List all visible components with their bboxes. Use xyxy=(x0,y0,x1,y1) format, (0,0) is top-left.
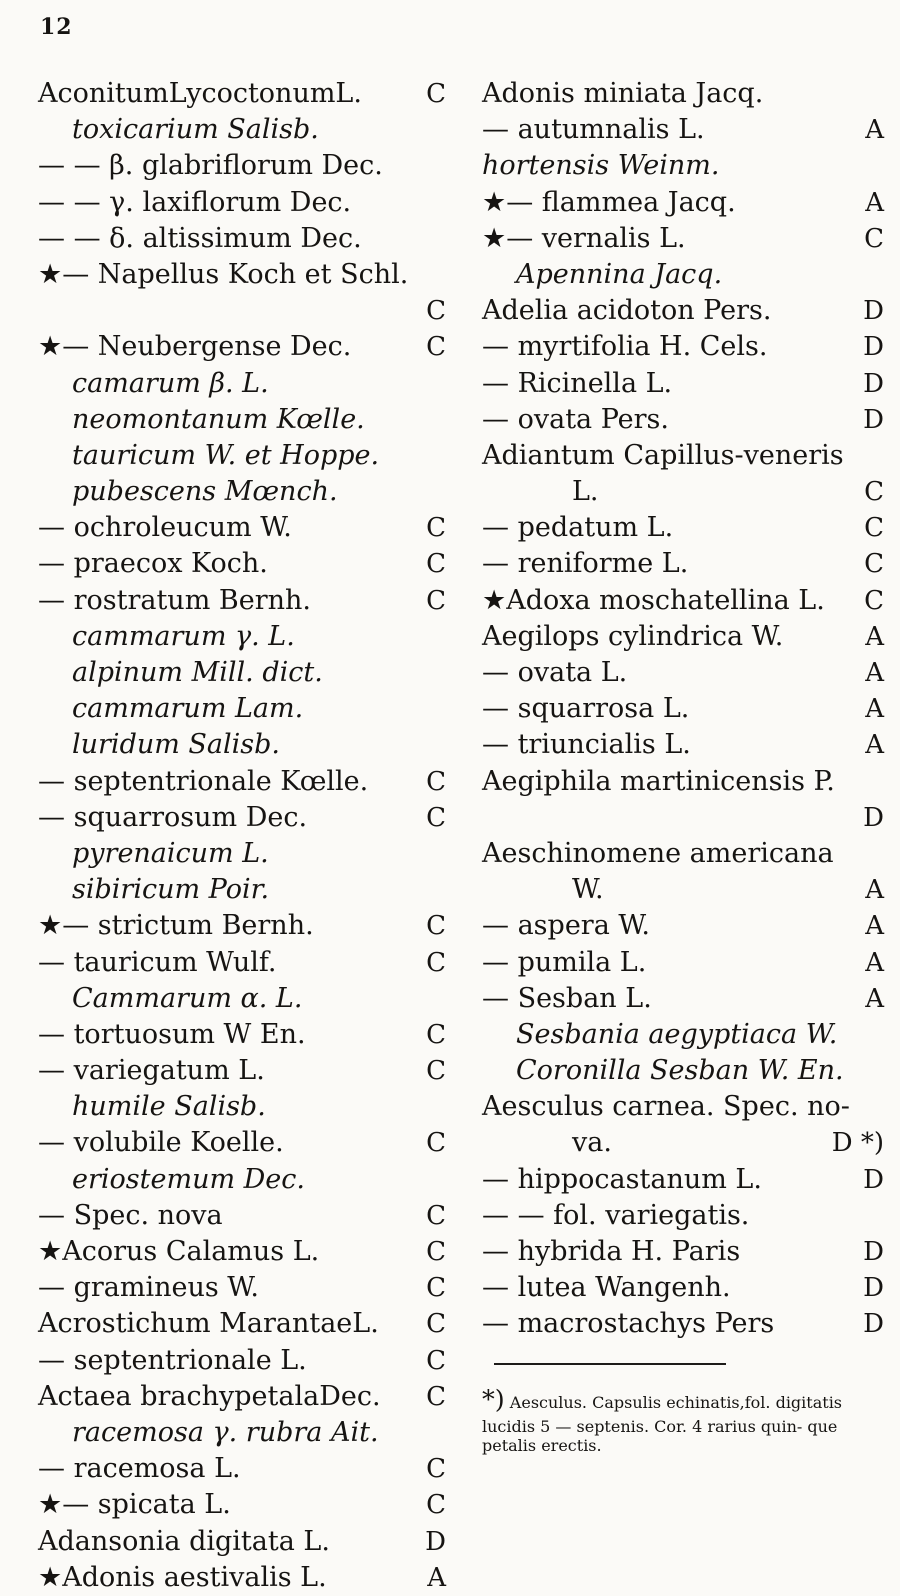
index-entry xyxy=(38,366,448,402)
index-entry xyxy=(38,836,448,872)
entry-code: C xyxy=(426,1056,446,1087)
entry-text: cammarum Lam. xyxy=(72,693,304,725)
entry-text: — racemosa L. xyxy=(38,1453,241,1485)
index-entry xyxy=(482,872,886,908)
entry-code: A xyxy=(865,115,884,146)
index-entry xyxy=(482,257,886,293)
index-entry xyxy=(482,836,886,872)
entry-code: C xyxy=(426,296,446,327)
entry-code: C xyxy=(426,947,446,978)
entry-text: AconitumLycoctonumL. xyxy=(38,78,362,109)
entry-text: — volubile Koelle. xyxy=(38,1127,284,1159)
entry-text: L. xyxy=(572,476,599,508)
index-entry xyxy=(482,1306,886,1342)
entry-text: Apennina Jacq. xyxy=(516,258,723,290)
index-entry xyxy=(38,1560,448,1596)
index-entry xyxy=(38,1415,448,1451)
entry-text: Aeschinomene americana xyxy=(482,837,834,869)
entry-text: Adelia acidoton Pers. xyxy=(482,295,772,327)
entry-text: W. xyxy=(572,874,604,906)
entry-code: A xyxy=(865,730,884,761)
entry-code: C xyxy=(426,1273,446,1304)
index-entry xyxy=(482,293,886,329)
index-entry xyxy=(38,185,448,221)
entry-code: C xyxy=(864,549,884,580)
index-entry xyxy=(38,402,448,438)
index-entry xyxy=(482,981,886,1017)
entry-text: — hybrida H. Paris xyxy=(482,1236,741,1267)
entry-code: A xyxy=(865,947,884,978)
entry-code: D xyxy=(863,1309,884,1340)
entry-text: — lutea Wangenh. xyxy=(482,1272,731,1304)
index-entry xyxy=(38,800,448,836)
entry-text: ★— flammea Jacq. xyxy=(482,186,736,218)
entry-code: D xyxy=(863,1164,884,1195)
index-entry xyxy=(482,945,886,981)
entry-code: A xyxy=(865,187,884,218)
entry-text: — — δ. altissimum Dec. xyxy=(38,222,362,254)
index-entry xyxy=(38,908,448,944)
entry-text: alpinum Mill. dict. xyxy=(72,657,323,688)
footnote xyxy=(482,1383,886,1456)
index-entry xyxy=(482,221,886,257)
entry-text: — ovata L. xyxy=(482,657,628,688)
entry-code: D xyxy=(863,368,884,399)
index-entry xyxy=(482,148,886,184)
entry-code: C xyxy=(426,1309,446,1340)
entry-code: C xyxy=(426,1200,446,1231)
entry-text: — gramineus W. xyxy=(38,1272,259,1304)
entry-text: Aegiphila martinicensis P. xyxy=(482,765,835,797)
entry-text: pubescens Mœnch. xyxy=(72,476,338,508)
entry-text: Aesculus carnea. Spec. no- xyxy=(482,1091,850,1123)
entry-code: D xyxy=(863,1273,884,1304)
index-entry xyxy=(38,1053,448,1089)
index-entry xyxy=(482,1162,886,1198)
index-entry xyxy=(38,257,448,293)
index-entry xyxy=(482,510,886,546)
entry-text: tauricum W. et Hoppe. xyxy=(72,439,380,471)
index-entry xyxy=(482,402,886,438)
index-entry xyxy=(38,1524,448,1560)
index-entry xyxy=(38,981,448,1017)
left-column xyxy=(38,76,448,1596)
index-entry xyxy=(38,1162,448,1198)
index-entry xyxy=(482,1089,886,1125)
entry-text: — — fol. variegatis. xyxy=(482,1199,750,1231)
entry-code: D *) xyxy=(831,1128,884,1159)
entry-text: — Sesban L. xyxy=(482,982,652,1014)
entry-text: ★Adoxa moschatellina L. xyxy=(482,584,825,616)
entry-text: — — γ. laxiflorum Dec. xyxy=(38,186,352,218)
index-entry xyxy=(482,1125,886,1161)
page-number: 12 xyxy=(40,14,73,40)
index-entry xyxy=(482,727,886,763)
entry-code: A xyxy=(865,911,884,942)
entry-text: — ochroleucum W. xyxy=(38,512,292,544)
entry-text: eriostemum Dec. xyxy=(72,1163,305,1195)
entry-code: A xyxy=(865,875,884,906)
entry-text: — squarrosa L. xyxy=(482,693,690,725)
entry-code: C xyxy=(426,513,446,544)
entry-code: A xyxy=(865,694,884,725)
index-entry xyxy=(38,112,448,148)
entry-code: C xyxy=(426,79,446,109)
entry-text: — myrtifolia H. Cels. xyxy=(482,331,768,363)
index-entry xyxy=(482,329,886,365)
entry-text: humile Salisb. xyxy=(72,1091,266,1123)
index-entry xyxy=(38,945,448,981)
entry-text: Adiantum Capillus-veneris xyxy=(482,439,844,471)
index-entry xyxy=(38,655,448,691)
entry-text: va. xyxy=(572,1127,612,1159)
index-entry xyxy=(38,872,448,908)
entry-text: ★Adonis aestivalis L. xyxy=(38,1561,327,1593)
right-entries xyxy=(482,76,886,1343)
entry-text: — Spec. nova xyxy=(38,1199,223,1231)
footnote-line: lucidis 5 — septenis. xyxy=(482,1417,650,1437)
index-entry xyxy=(482,1234,886,1270)
index-entry xyxy=(38,1125,448,1161)
entry-code: A xyxy=(865,983,884,1014)
index-entry xyxy=(38,1198,448,1234)
entry-text: — septentrionale Kœlle. xyxy=(38,765,369,797)
entry-text: — variegatum L. xyxy=(38,1055,265,1087)
footnote-line: echinatis,fol. digitatis xyxy=(666,1392,843,1412)
entry-text: — ovata Pers. xyxy=(482,403,669,435)
entry-code: C xyxy=(426,766,446,797)
index-entry xyxy=(38,474,448,510)
entry-code: D xyxy=(863,332,884,363)
entry-code: C xyxy=(864,223,884,254)
index-entry xyxy=(38,438,448,474)
index-entry xyxy=(482,474,886,510)
index-entry xyxy=(482,908,886,944)
index-entry xyxy=(38,546,448,582)
index-entry xyxy=(38,221,448,257)
entry-text: Coronilla Sesban W. En. xyxy=(516,1055,844,1087)
entry-text: — squarrosum Dec. xyxy=(38,801,308,833)
entry-text: ★— spicata L. xyxy=(38,1489,231,1521)
entry-text: toxicarium Salisb. xyxy=(72,114,319,146)
entry-code: D xyxy=(863,802,884,833)
index-entry xyxy=(482,112,886,148)
entry-code: C xyxy=(426,1381,446,1412)
footnote-marker: *) xyxy=(482,1384,505,1415)
footnote-line: Aesculus. Capsulis xyxy=(509,1392,662,1412)
entry-text: Acrostichum MarantaeL. xyxy=(38,1308,379,1340)
entry-code: C xyxy=(864,513,884,544)
index-entry xyxy=(38,1379,448,1415)
index-entry xyxy=(38,1270,448,1306)
entry-text: ★— Napellus Koch et Schl. xyxy=(38,258,409,290)
index-entry xyxy=(482,691,886,727)
index-entry xyxy=(38,148,448,184)
index-entry xyxy=(482,76,886,112)
entry-text: — pedatum L. xyxy=(482,512,674,544)
index-entry xyxy=(482,438,886,474)
index-entry xyxy=(482,546,886,582)
index-entry xyxy=(482,1017,886,1053)
entry-text: ★Acorus Calamus L. xyxy=(38,1236,320,1267)
entry-text: — rostratum Bernh. xyxy=(38,584,311,616)
index-entry xyxy=(482,764,886,800)
footnote-line: Cor. 4 rarius quin- xyxy=(654,1417,803,1437)
footnote-rule xyxy=(494,1363,726,1365)
entry-code: A xyxy=(427,1562,446,1593)
index-entry xyxy=(38,1017,448,1053)
index-entry xyxy=(482,800,886,836)
footnote-line: que petalis erectis. xyxy=(482,1417,838,1456)
entry-text: Cammarum α. L. xyxy=(72,982,303,1014)
entry-text: Aegilops cylindrica W. xyxy=(482,620,784,652)
entry-text: racemosa γ. rubra Ait. xyxy=(72,1416,379,1448)
entry-text: — pumila L. xyxy=(482,946,647,978)
entry-code: C xyxy=(426,911,446,942)
right-column xyxy=(482,76,886,1455)
index-entry xyxy=(38,619,448,655)
entry-text: — macrostachys Pers xyxy=(482,1308,775,1340)
entry-text: — Ricinella L. xyxy=(482,367,673,399)
entry-text: Adonis miniata Jacq. xyxy=(482,78,764,109)
index-entry xyxy=(38,329,448,365)
entry-text: pyrenaicum L. xyxy=(72,837,269,869)
index-entry xyxy=(38,764,448,800)
entry-code: C xyxy=(426,332,446,363)
index-entry xyxy=(482,1198,886,1234)
entry-text: — triuncialis L. xyxy=(482,729,691,761)
entry-text: luridum Salisb. xyxy=(72,729,281,761)
index-entry xyxy=(38,1306,448,1342)
entry-code: D xyxy=(863,1237,884,1267)
entry-text: — reniforme L. xyxy=(482,548,689,580)
entry-code: C xyxy=(426,802,446,833)
entry-text: — — β. glabriflorum Dec. xyxy=(38,150,383,182)
index-entry xyxy=(38,691,448,727)
entry-text: hortensis Weinm. xyxy=(482,150,720,182)
index-entry xyxy=(482,619,886,655)
index-entry xyxy=(38,510,448,546)
index-entry xyxy=(482,366,886,402)
entry-text: Adansonia digitata L. xyxy=(38,1525,330,1557)
index-entry xyxy=(482,1053,886,1089)
entry-text: neomontanum Kœlle. xyxy=(72,403,365,435)
entry-code: C xyxy=(426,1237,446,1267)
entry-text: — septentrionale L. xyxy=(38,1344,307,1376)
entry-code: D xyxy=(425,1526,446,1557)
entry-text: — aspera W. xyxy=(482,910,650,942)
entry-text: Actaea brachypetalaDec. xyxy=(38,1380,381,1412)
entry-code: C xyxy=(426,1128,446,1159)
entry-code: C xyxy=(426,1454,446,1485)
entry-text: camarum β. L. xyxy=(72,367,269,399)
entry-code: C xyxy=(426,585,446,616)
entry-code: C xyxy=(864,585,884,616)
entry-text: ★— vernalis L. xyxy=(482,222,686,254)
entry-text: — praecox Koch. xyxy=(38,548,268,580)
entry-text: — tortuosum W En. xyxy=(38,1018,306,1050)
entry-code: C xyxy=(426,1019,446,1050)
index-entry xyxy=(38,1343,448,1379)
entry-code: C xyxy=(864,477,884,508)
entry-text: — hippocastanum L. xyxy=(482,1163,762,1195)
entry-code: D xyxy=(863,404,884,435)
entry-code: A xyxy=(865,658,884,688)
index-entry xyxy=(38,76,448,112)
entry-code: A xyxy=(865,621,884,652)
index-entry xyxy=(482,583,886,619)
entry-text: — tauricum Wulf. xyxy=(38,946,277,978)
entry-code: D xyxy=(863,296,884,327)
index-entry xyxy=(38,1487,448,1523)
index-entry xyxy=(482,185,886,221)
entry-text: — autumnalis L. xyxy=(482,114,705,146)
index-entry xyxy=(38,1234,448,1270)
entry-text: ★— strictum Bernh. xyxy=(38,910,314,942)
index-entry xyxy=(38,727,448,763)
entry-text: Sesbania aegyptiaca W. xyxy=(516,1018,838,1050)
index-entry xyxy=(38,293,448,329)
entry-text: sibiricum Poir. xyxy=(72,874,270,906)
entry-code: C xyxy=(426,1490,446,1521)
entry-text: ★— Neubergense Dec. xyxy=(38,331,352,363)
index-entry xyxy=(482,1270,886,1306)
entry-code: C xyxy=(426,549,446,580)
index-entry xyxy=(482,655,886,691)
index-entry xyxy=(38,583,448,619)
index-entry xyxy=(38,1089,448,1125)
index-entry xyxy=(38,1451,448,1487)
entry-text: cammarum γ. L. xyxy=(72,620,295,652)
entry-code: C xyxy=(426,1345,446,1376)
